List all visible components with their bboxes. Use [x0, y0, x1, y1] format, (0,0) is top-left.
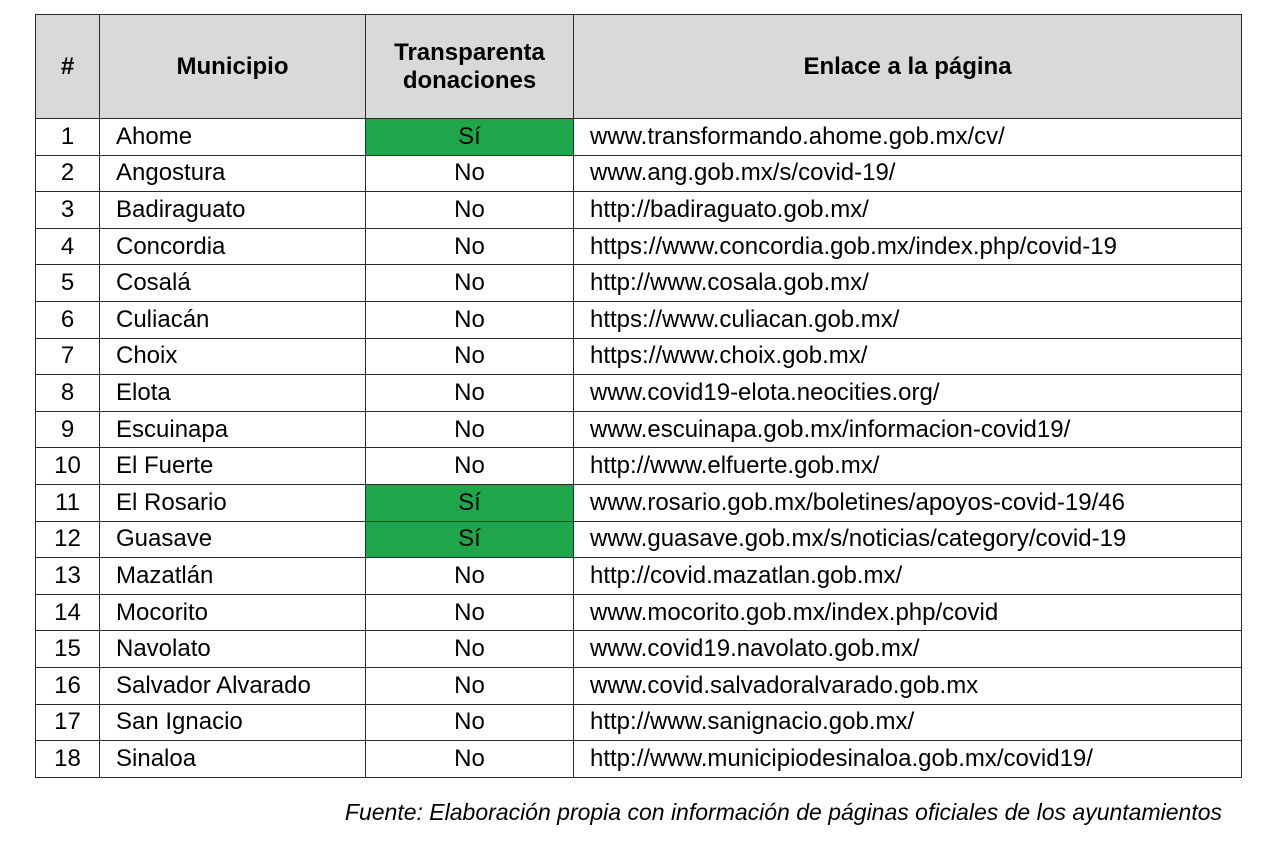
- header-transparenta-label: Transparenta donaciones: [394, 38, 545, 94]
- source-note: Fuente: Elaboración propia con información de páginas oficiales de los ayuntamientos: [344, 799, 1222, 825]
- table-row: [36, 448, 1242, 485]
- cell-enlace: http://www.cosala.gob.mx/: [574, 265, 1242, 302]
- cell-transparenta: No: [366, 741, 574, 778]
- cell-number: 5: [36, 265, 100, 302]
- table-row: [36, 631, 1242, 668]
- cell-municipio: Culiacán: [100, 301, 366, 338]
- cell-transparenta: No: [366, 558, 574, 595]
- cell-municipio: El Rosario: [100, 484, 366, 521]
- table-row: [36, 558, 1242, 595]
- header-number: #: [36, 15, 100, 119]
- cell-number: 4: [36, 228, 100, 265]
- municipios-table: [35, 14, 1242, 778]
- cell-enlace: http://covid.mazatlan.gob.mx/: [574, 558, 1242, 595]
- cell-transparenta: No: [366, 704, 574, 741]
- cell-municipio: San Ignacio: [100, 704, 366, 741]
- table-row: [36, 667, 1242, 704]
- cell-municipio: Mocorito: [100, 594, 366, 631]
- cell-municipio: Concordia: [100, 228, 366, 265]
- cell-municipio: Salvador Alvarado: [100, 667, 366, 704]
- table-body: [36, 119, 1242, 778]
- table-header: [36, 15, 1242, 119]
- cell-municipio: Elota: [100, 375, 366, 412]
- cell-municipio: Choix: [100, 338, 366, 375]
- cell-transparenta: No: [366, 375, 574, 412]
- cell-enlace: https://www.concordia.gob.mx/index.php/covid-19: [574, 228, 1242, 265]
- cell-transparenta: No: [366, 667, 574, 704]
- cell-number: 3: [36, 192, 100, 229]
- cell-enlace: www.escuinapa.gob.mx/informacion-covid19/: [574, 411, 1242, 448]
- cell-number: 2: [36, 155, 100, 192]
- table-row: [36, 484, 1242, 521]
- cell-enlace: https://www.choix.gob.mx/: [574, 338, 1242, 375]
- table-row: [36, 155, 1242, 192]
- cell-transparenta: No: [366, 301, 574, 338]
- table-row: [36, 192, 1242, 229]
- cell-municipio: El Fuerte: [100, 448, 366, 485]
- cell-enlace: http://www.sanignacio.gob.mx/: [574, 704, 1242, 741]
- cell-transparenta: No: [366, 265, 574, 302]
- cell-municipio: Sinaloa: [100, 741, 366, 778]
- table-row: [36, 301, 1242, 338]
- cell-municipio: Navolato: [100, 631, 366, 668]
- header-row: [36, 15, 1242, 119]
- cell-municipio: Guasave: [100, 521, 366, 558]
- cell-transparenta: Sí: [366, 119, 574, 156]
- cell-number: 15: [36, 631, 100, 668]
- cell-enlace: www.transformando.ahome.gob.mx/cv/: [574, 119, 1242, 156]
- cell-transparenta: No: [366, 192, 574, 229]
- cell-transparenta: Sí: [366, 484, 574, 521]
- cell-enlace: www.mocorito.gob.mx/index.php/covid: [574, 594, 1242, 631]
- cell-municipio: Cosalá: [100, 265, 366, 302]
- cell-enlace: https://www.culiacan.gob.mx/: [574, 301, 1242, 338]
- cell-enlace: www.covid19.navolato.gob.mx/: [574, 631, 1242, 668]
- table-row: [36, 119, 1242, 156]
- cell-enlace: www.guasave.gob.mx/s/noticias/category/covid-19: [574, 521, 1242, 558]
- cell-number: 12: [36, 521, 100, 558]
- table-row: [36, 228, 1242, 265]
- cell-transparenta: No: [366, 411, 574, 448]
- cell-number: 1: [36, 119, 100, 156]
- cell-transparenta: No: [366, 631, 574, 668]
- cell-number: 11: [36, 484, 100, 521]
- table-row: [36, 411, 1242, 448]
- municipios-table-container: [35, 14, 1241, 778]
- cell-municipio: Badiraguato: [100, 192, 366, 229]
- cell-transparenta: No: [366, 594, 574, 631]
- table-row: [36, 338, 1242, 375]
- cell-number: 9: [36, 411, 100, 448]
- cell-number: 7: [36, 338, 100, 375]
- table-row: [36, 741, 1242, 778]
- cell-number: 8: [36, 375, 100, 412]
- cell-transparenta: No: [366, 228, 574, 265]
- table-row: [36, 521, 1242, 558]
- cell-number: 6: [36, 301, 100, 338]
- cell-enlace: http://badiraguato.gob.mx/: [574, 192, 1242, 229]
- cell-number: 10: [36, 448, 100, 485]
- cell-transparenta: No: [366, 155, 574, 192]
- cell-enlace: www.ang.gob.mx/s/covid-19/: [574, 155, 1242, 192]
- cell-transparenta: Sí: [366, 521, 574, 558]
- table-row: [36, 265, 1242, 302]
- cell-transparenta: No: [366, 448, 574, 485]
- cell-municipio: Mazatlán: [100, 558, 366, 595]
- header-transparenta-donaciones: [366, 15, 574, 119]
- cell-municipio: Escuinapa: [100, 411, 366, 448]
- cell-enlace: www.covid19-elota.neocities.org/: [574, 375, 1242, 412]
- cell-municipio: Angostura: [100, 155, 366, 192]
- cell-number: 17: [36, 704, 100, 741]
- cell-transparenta: No: [366, 338, 574, 375]
- cell-enlace: www.rosario.gob.mx/boletines/apoyos-covid-19/46: [574, 484, 1242, 521]
- table-row: [36, 375, 1242, 412]
- cell-enlace: www.covid.salvadoralvarado.gob.mx: [574, 667, 1242, 704]
- table-row: [36, 704, 1242, 741]
- header-municipio: Municipio: [100, 15, 366, 119]
- cell-municipio: Ahome: [100, 119, 366, 156]
- cell-number: 18: [36, 741, 100, 778]
- cell-number: 14: [36, 594, 100, 631]
- cell-number: 16: [36, 667, 100, 704]
- cell-enlace: http://www.municipiodesinaloa.gob.mx/covid19/: [574, 741, 1242, 778]
- cell-enlace: http://www.elfuerte.gob.mx/: [574, 448, 1242, 485]
- table-row: [36, 594, 1242, 631]
- cell-number: 13: [36, 558, 100, 595]
- header-enlace: Enlace a la página: [574, 15, 1242, 119]
